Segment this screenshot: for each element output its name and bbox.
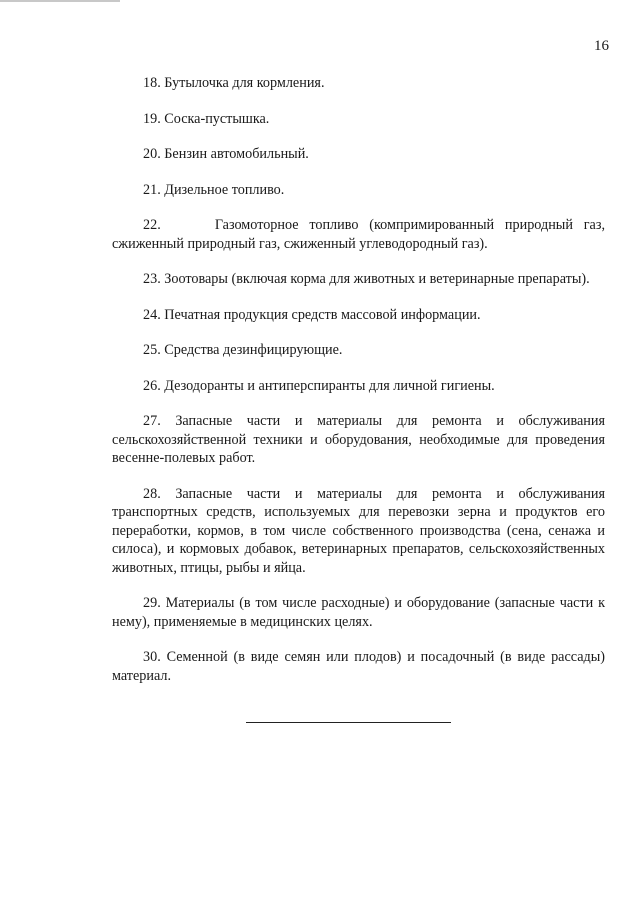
list-item-19 (112, 110, 605, 129)
list-item-18 (112, 74, 605, 93)
list-body (112, 74, 609, 702)
list-item-28 (112, 485, 605, 578)
list-item-20 (112, 145, 605, 164)
list-item-text: 18. Бутылочка для кормления. (143, 75, 325, 91)
list-item-text: 28. Запасные части и материалы для ремонта и обслуживания транспортных средств, используемых для перевозки зерна и продуктов его переработки, кормов, в том числе собственного производства (сена, сенажа и силоса), и кормовых добавок, ветеринарных препаратов, сельскохозяйственных животных, птицы, рыбы и яйца. (112, 485, 605, 576)
list-item-21 (112, 181, 605, 200)
list-item-text: 29. Материалы (в том числе расходные) и оборудование (запасные части к нему), применяемые в медицинских целях. (112, 595, 605, 630)
list-item-text: 26. Дезодоранты и антиперспиранты для личной гигиены. (143, 377, 495, 394)
list-item-text: 24. Печатная продукция средств массовой информации. (143, 306, 481, 323)
list-item-22 (112, 216, 609, 253)
scan-edge-mark (0, 0, 120, 2)
list-item-text: 23. Зоотовары (включая корма для животных и ветеринарные препараты). (143, 271, 590, 287)
list-item-27 (112, 412, 605, 468)
list-item-text: 30. Семенной (в виде семян или плодов) и посадочный (в виде рассады) материал. (112, 649, 605, 684)
list-item-30 (112, 648, 605, 685)
list-item-text: 25. Средства дезинфицирующие. (143, 342, 343, 358)
page-number: 16 (594, 38, 609, 54)
list-item-23 (112, 270, 605, 289)
list-item-24 (112, 306, 605, 325)
list-item-26 (112, 377, 605, 396)
list-item-25 (112, 341, 605, 360)
list-item-text: 22. Газомоторное топливо (компримированный природный газ, сжиженный природный газ, сжиженный углеводородный газ). (112, 217, 609, 252)
end-separator-line (246, 722, 451, 723)
list-item-text: 20. Бензин автомобильный. (143, 146, 309, 162)
list-item-29 (112, 594, 605, 631)
list-item-text: 27. Запасные части и материалы для ремонта и обслуживания сельскохозяйственной техники и оборудования, необходимые для проведения весенне-полевых работ. (112, 413, 605, 466)
list-item-text: 21. Дизельное топливо. (143, 181, 285, 198)
list-item-text: 19. Соска-пустышка. (143, 110, 270, 127)
